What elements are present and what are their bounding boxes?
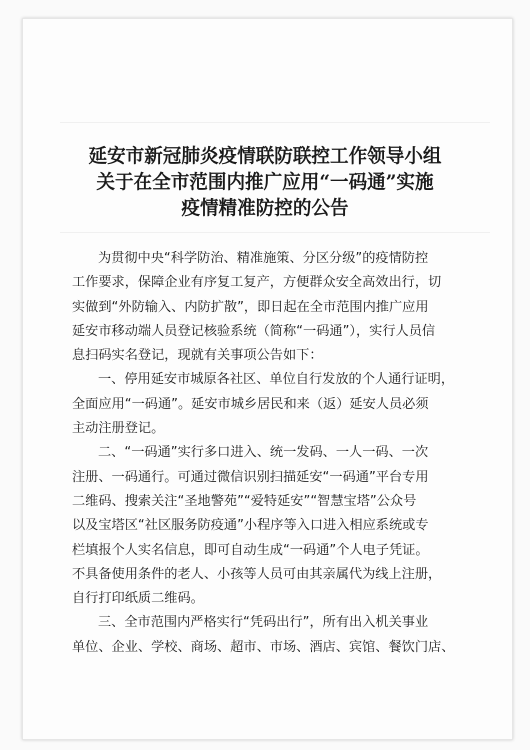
text-line: 单位、企业、学校、商场、超市、市场、酒店、宾馆、餐饮门店、 <box>72 639 455 655</box>
text-line: 二、“一码通”实行多口进入、统一发码、一人一码、一次 <box>98 445 429 461</box>
title-line: 疫情精准防控的公告 <box>181 197 349 219</box>
text-line: 以及宝塔区“社区服务防疫通”小程序等入口进入相应系统或专 <box>72 518 429 534</box>
text-line: 不具备使用条件的老人、小孩等人员可由其亲属代为线上注册， <box>72 566 442 582</box>
text-line: 二维码、搜索关注“圣地警苑”“爱特延安”“智慧宝塔”公众号 <box>72 493 417 509</box>
paragraph-item-3 <box>72 611 472 660</box>
text-line: 实做到“外防输入、内防扩散”，即日起在全市范围内推广应用 <box>72 299 429 315</box>
title-line: 延安市新冠肺炎疫情联防联控工作领导小组 <box>88 145 442 167</box>
announcement-body <box>72 247 472 660</box>
text-line: 息扫码实名登记，现就有关事项公告如下： <box>72 348 323 364</box>
text-line: 主动注册登记。 <box>72 421 165 437</box>
title-line: 关于在全市范围内推广应用“一码通”实施 <box>96 171 434 193</box>
text-line: 为贯彻中央“科学防治、精准施策、分区分级”的疫情防控 <box>98 251 429 266</box>
text-line: 三、全市范围内严格实行“凭码出行”，所有出入机关事业 <box>98 615 429 631</box>
paragraph-intro <box>72 247 472 368</box>
text-line: 注册、一码通行。可通过微信识别扫描延安“一码通”平台专用 <box>72 469 429 485</box>
text-line: 延安市移动端人员登记核验系统（简称“一码通”），实行人员信 <box>72 323 436 339</box>
announcement-title <box>40 143 490 221</box>
paragraph-item-1 <box>72 368 472 441</box>
text-line: 一、停用延安市城原各社区、单位自行发放的个人通行证明， <box>98 372 455 388</box>
text-line: 全面应用“一码通”。延安市城乡居民和来（返）延安人员必须 <box>72 396 429 412</box>
show-through-line <box>60 232 490 233</box>
text-line: 工作要求，保障企业有序复工复产，方便群众安全高效出行，切 <box>72 275 442 291</box>
text-line: 栏填报个人实名信息，即可自动生成“一码通”个人电子凭证。 <box>72 542 429 558</box>
show-through-line <box>60 122 490 123</box>
paragraph-item-2 <box>72 441 472 611</box>
text-line: 自行打印纸质二维码。 <box>72 591 204 607</box>
